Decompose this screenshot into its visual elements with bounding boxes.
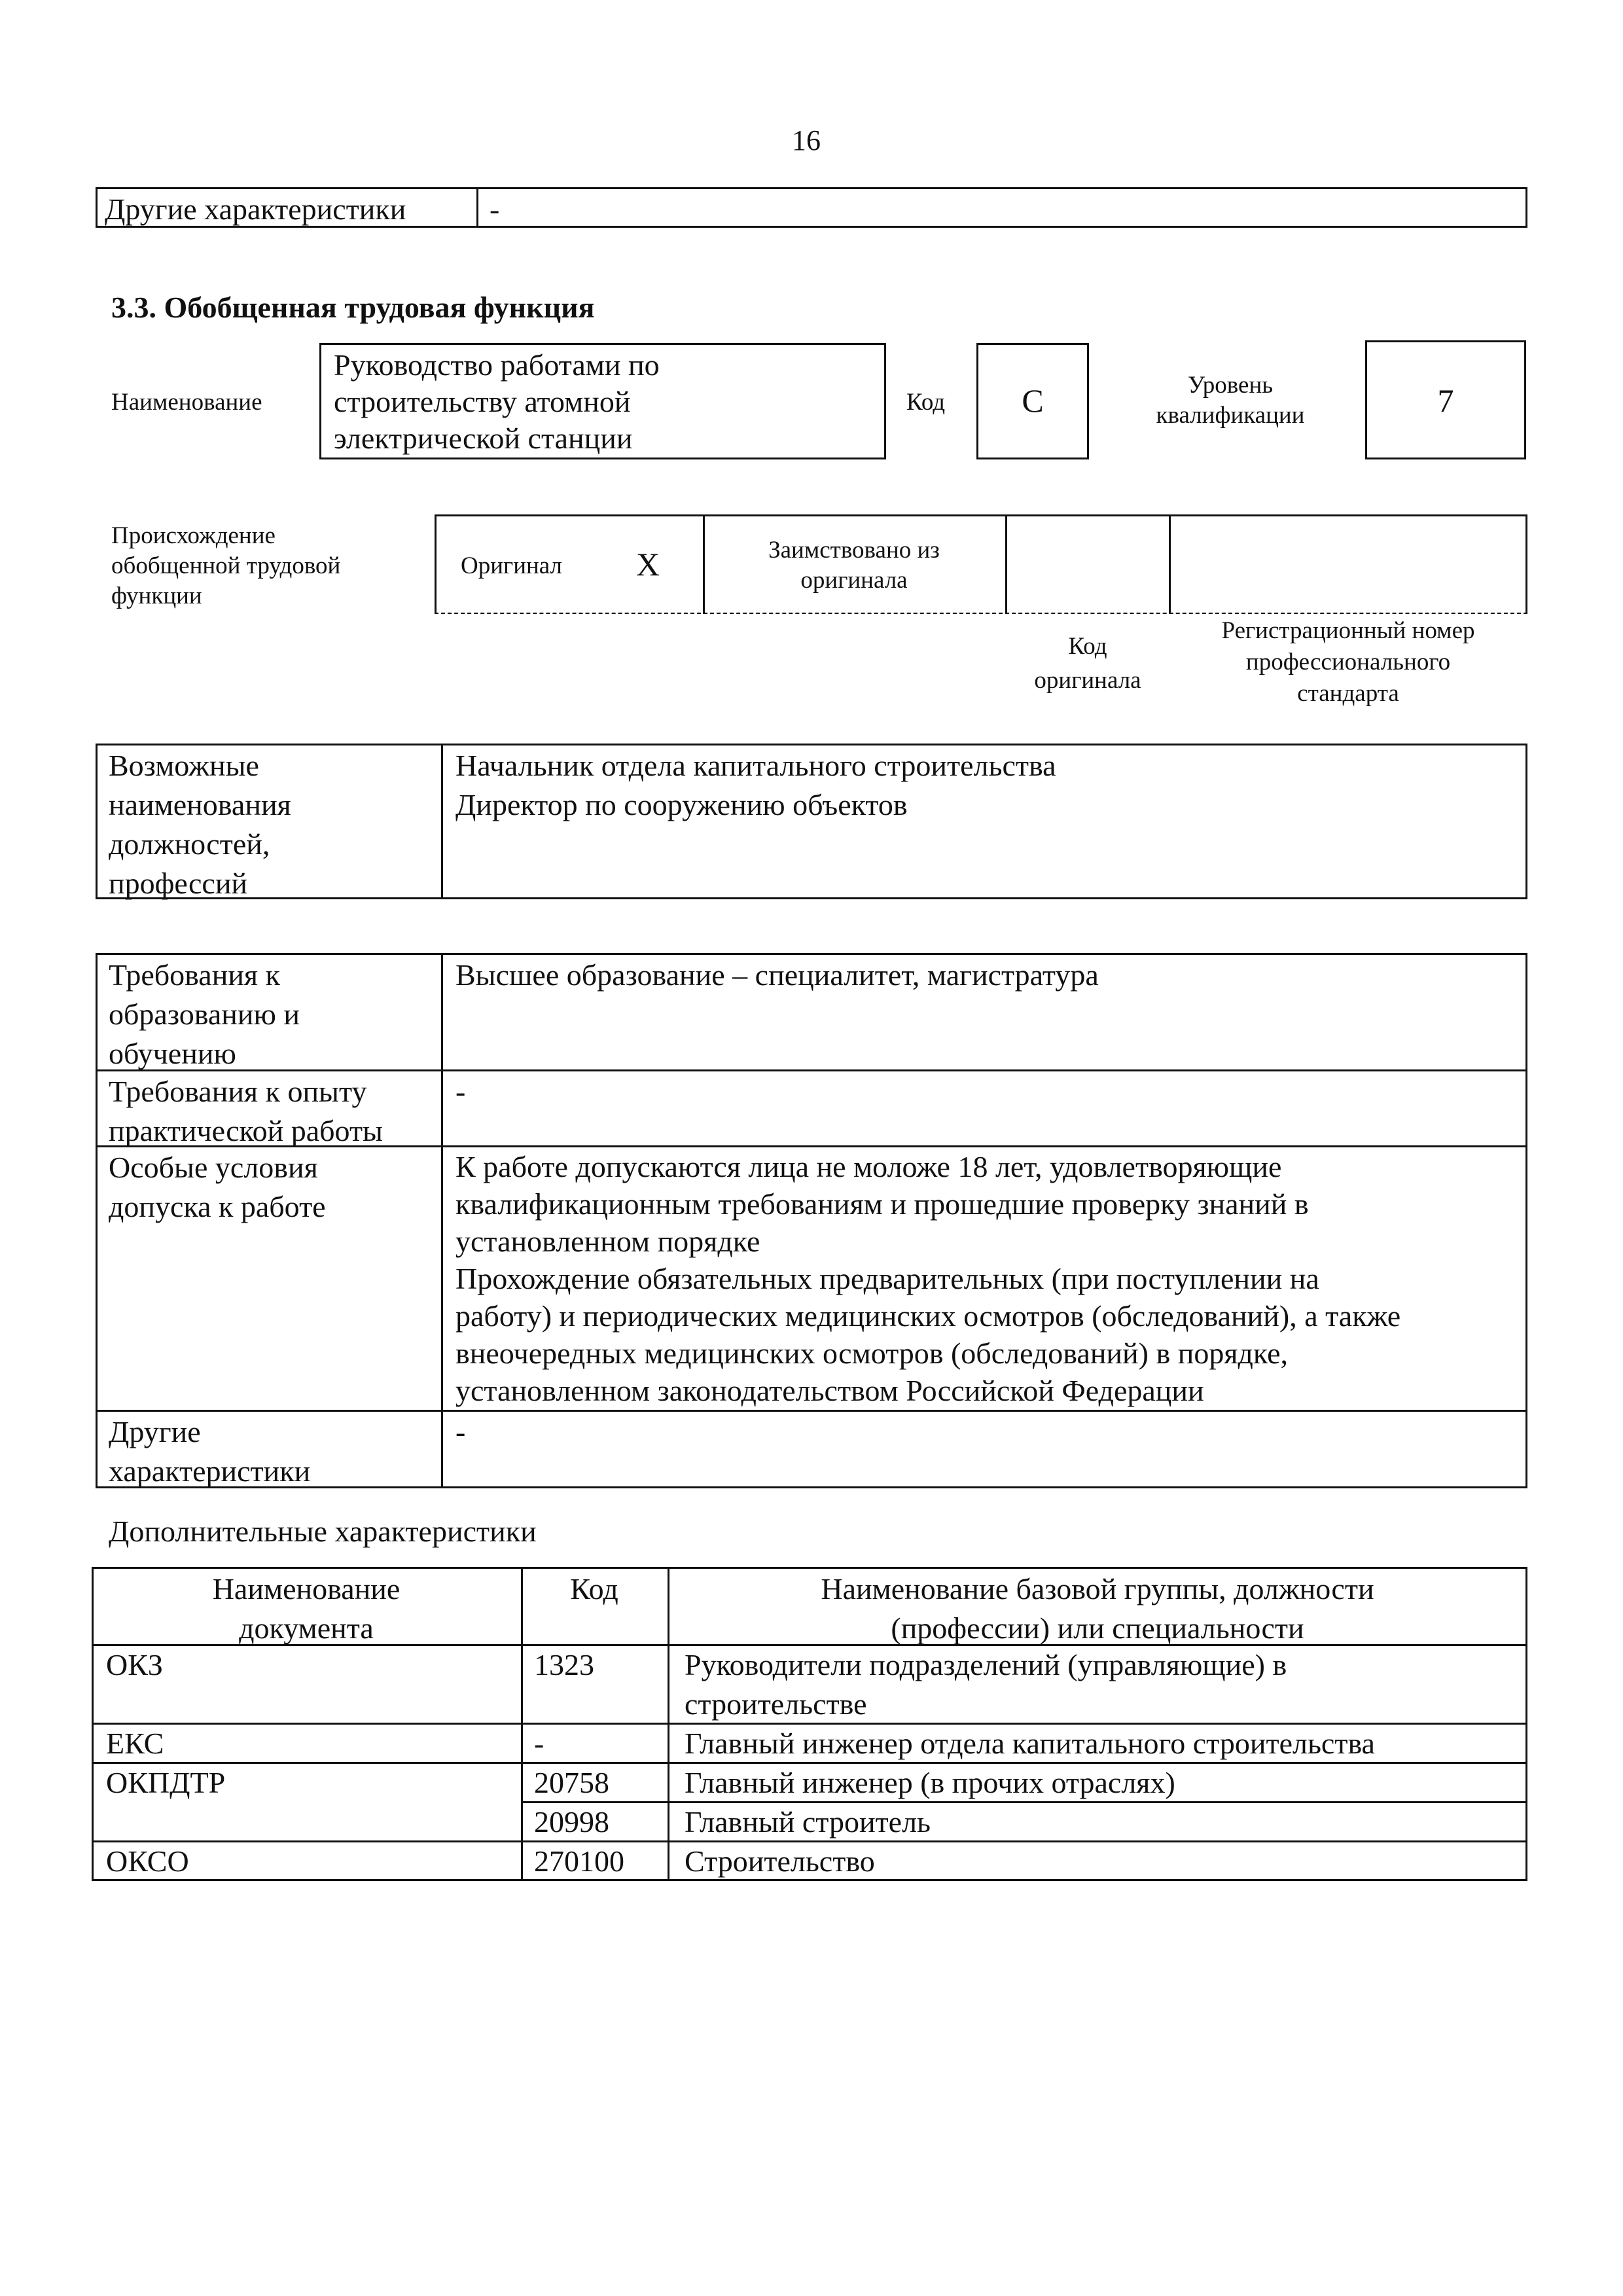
table-row-name: Руководители подразделений (управляющие) в строительстве (685, 1648, 1287, 1721)
original-mark: X (636, 546, 660, 583)
req-label-other: Другие характеристики (109, 1415, 311, 1488)
table-row-code: - (534, 1727, 544, 1760)
table-row-doc: ЕКС (106, 1727, 164, 1760)
additional-header-name: Наименование базовой группы, должности (профессии) или специальности (821, 1572, 1374, 1645)
level-value: 7 (1437, 382, 1454, 419)
table-row-code: 20758 (534, 1766, 609, 1799)
req-value-other: - (455, 1415, 466, 1448)
additional-header-code: Код (570, 1572, 618, 1605)
code-label: Код (906, 389, 946, 416)
name-value: Руководство работами по строительству атомной электрической станции (334, 348, 660, 455)
additional-title: Дополнительные характеристики (109, 1515, 537, 1548)
req-value-education: Высшее образование – специалитет, магистратура (455, 958, 1099, 992)
table-row-code: 270100 (534, 1844, 624, 1878)
code-original-caption: Код оригинала (1034, 633, 1141, 694)
table-row-name: Строительство (685, 1844, 875, 1878)
req-label-education: Требования к образованию и обучению (109, 958, 300, 1070)
table-row-code: 20998 (534, 1805, 609, 1839)
top-table-label: Другие характеристики (105, 192, 406, 226)
page-number: 16 (792, 124, 821, 156)
origin-label: Происхождение обобщенной трудовой функции (111, 522, 341, 609)
positions-value: Начальник отдела капитального строительства Директор по сооружению объектов (455, 749, 1056, 821)
table-row-doc: ОКСО (106, 1844, 189, 1878)
name-label: Наименование (111, 389, 262, 416)
code-value: C (1022, 382, 1044, 419)
table-row-name: Главный инженер отдела капитального строительства (685, 1727, 1375, 1760)
reg-number-caption: Регистрационный номер профессионального стандарта (1221, 617, 1475, 707)
table-row-doc: ОКПДТР (106, 1766, 226, 1799)
table-row-doc: ОКЗ (106, 1648, 163, 1681)
req-label-admission: Особые условия допуска к работе (109, 1151, 326, 1223)
positions-label: Возможные наименования должностей, профессий (109, 749, 291, 900)
borrowed-label: Заимствовано из оригинала (768, 537, 940, 594)
top-table-value: - (490, 192, 500, 226)
req-label-experience: Требования к опыту практической работы (109, 1075, 383, 1147)
table-row-code: 1323 (534, 1648, 594, 1681)
additional-header-doc: Наименование документа (212, 1572, 401, 1645)
req-value-experience: - (455, 1075, 466, 1108)
original-label: Оригинал (461, 552, 563, 579)
table-row-name: Главный строитель (685, 1805, 931, 1839)
section-title: 3.3. Обобщенная трудовая функция (111, 291, 595, 324)
req-value-admission: К работе допускаются лица не моложе 18 лет, удовлетворяющие квалификационным требованиям и прошедшие проверку знаний в установленном порядке Прохождение обязательных предварительных (при поступлении на работу) и периодических медицинских осмотров (обследований), а также внеочередных медицинских осмотров (обследований) в порядке, установленном законодательством Российской Федерации (455, 1150, 1401, 1407)
level-label: Уровень квалификации (1156, 372, 1305, 429)
table-row-name: Главный инженер (в прочих отраслях) (685, 1766, 1175, 1799)
